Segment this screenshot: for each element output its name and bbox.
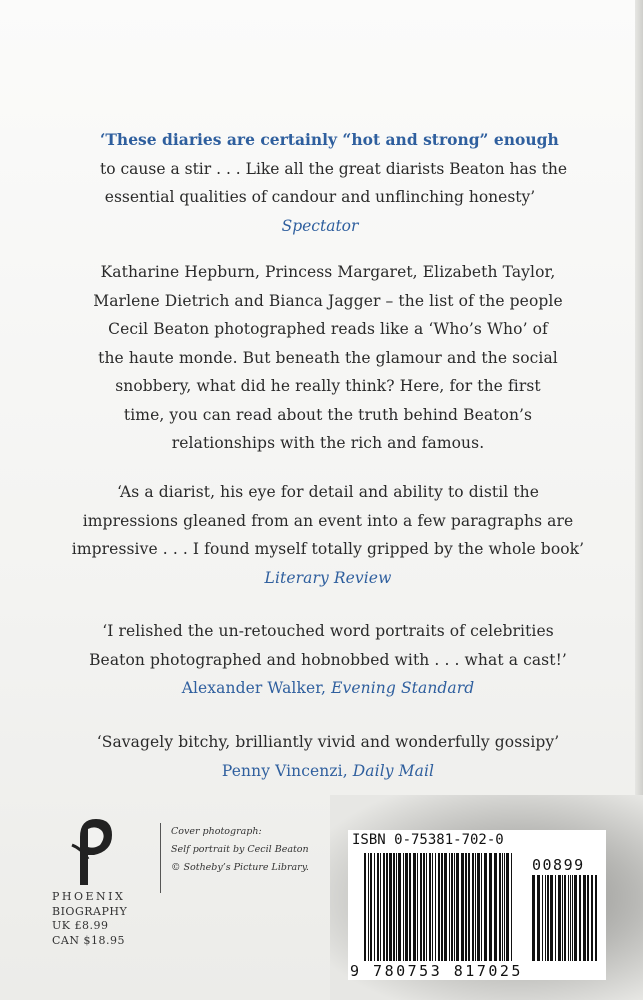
quote-line: ‘Savagely bitchy, brilliantly vivid and wonderfully gossipy’ [96,733,560,751]
quote-daily-mail [68,728,588,785]
barcode-bar [537,875,540,961]
blurb-line: relationships with the rich and famous. [171,434,485,452]
ean-barcode [364,853,514,961]
credit-line: Cover photograph: [171,826,262,837]
barcode-bar [426,853,427,961]
barcode-bar [494,853,497,961]
quote-source: Daily Mail [352,761,435,780]
ean-number: 9 780753 817025 [350,962,523,980]
quote-source: Literary Review [264,568,392,587]
price-code: 00899 [532,856,585,874]
quote-line: impressions gleaned from an event into a few paragraphs are [82,511,574,530]
barcode-bar [572,875,573,961]
barcode-bar [502,853,503,961]
barcode-bar [451,853,453,961]
quote-line: Beaton photographed and hobnobbed with . . . what a cast!’ [89,650,567,669]
quote-author: Penny Vincenzi, [221,761,348,780]
barcode-bar [374,853,375,961]
barcode-bar [587,875,589,961]
barcode-bar [504,853,505,961]
barcode-bar [558,875,561,961]
barcode-bar [435,853,436,961]
barcode-bar [383,853,385,961]
price-uk: UK £8.99 [52,919,109,932]
barcode-bar [409,853,411,961]
quote-line: ‘I relished the un-retouched word portraits of celebrities [102,622,554,640]
barcode-bar [489,853,492,961]
barcode-bar [389,853,392,961]
barcode-bar [441,853,443,961]
quote-source: Evening Standard [331,679,475,697]
price-can: CAN $18.95 [52,933,125,947]
quote-literary-review [68,478,588,592]
quote-spectator [100,126,568,240]
barcode-bar [499,853,501,961]
barcode-bar [468,853,470,961]
blurb-line: Marlene Dietrich and Bianca Jagger – the list of the people [93,291,563,310]
barcode-bar [545,875,546,961]
barcode-bar [456,853,459,961]
barcode-bar [542,875,543,961]
credit-line: © Sotheby’s Picture Library. [171,862,309,873]
barcode-bar [398,853,401,961]
credit-line: Self portrait by Cecil Beaton [171,844,309,855]
barcode-bar [550,875,553,961]
quote-line: essential qualities of candour and unflinching honesty’ [104,188,536,206]
barcode-bar [481,853,482,961]
barcode-bar [461,853,464,961]
barcode-bar [368,853,369,961]
barcode-bar [364,853,366,961]
imprint-block [52,890,127,948]
barcode-bar [568,875,569,961]
barcode-bar [377,853,379,961]
barcode-bar [475,853,476,961]
barcode-bar [423,853,425,961]
barcode-bar [564,875,566,961]
quote-line: ‘These diaries are certainly “hot and strong” enough [100,130,559,149]
barcode-bar [432,853,433,961]
blurb-line: Cecil Beaton photographed reads like a ‘Who’s Who’ of [108,320,548,338]
barcode-bar [574,875,577,961]
barcode-bar [465,853,467,961]
barcode-bar [386,853,388,961]
barcode-bar [579,875,581,961]
barcode-bar [413,853,416,961]
barcode-bar [429,853,431,961]
barcode-bar [477,853,480,961]
publisher-name: PHOENIX [52,890,126,903]
barcode-bar [396,853,397,961]
quote-line: ‘As a diarist, his eye for detail and ability to distil the [116,483,540,501]
barcode-bar [393,853,395,961]
barcode-bar [570,875,571,961]
barcode-bar [370,853,372,961]
barcode-bar [380,853,381,961]
price-barcode [532,875,600,961]
quote-line: to cause a stir . . . Like all the great diarists Beaton has the [100,159,568,178]
barcode-bar [405,853,408,961]
quote-line: impressive . . . I found myself totally gripped by the whole book’ [71,540,585,558]
barcode-bar [506,853,509,961]
quote-author: Alexander Walker, [181,679,327,697]
barcode-bar [417,853,418,961]
quote-attribution [68,757,588,786]
barcode-bar [595,875,597,961]
blurb-line: time, you can read about the truth behind Beaton’s [123,405,533,424]
barcode-bar [454,853,455,961]
barcode-bar [420,853,422,961]
barcode-bar [403,853,404,961]
barcode-bar [555,875,556,961]
barcode-bar [444,853,447,961]
barcode-bar [547,875,549,961]
barcode-bar [562,875,563,961]
barcode-bar [591,875,593,961]
blurb-line: the haute monde. But beneath the glamour and the social [98,348,558,367]
barcode-bar [484,853,487,961]
category-label: BIOGRAPHY [52,904,128,918]
quote-attribution [68,674,588,703]
book-blurb [68,258,588,458]
barcode-bar [532,875,535,961]
quote-source: Spectator [281,216,359,235]
barcode-bar [438,853,440,961]
barcode-bar [472,853,474,961]
blurb-line: Katharine Hepburn, Princess Margaret, Elizabeth Taylor, [100,263,556,281]
blurb-line: snobbery, what did he really think? Here, for the first [115,377,541,395]
quote-evening-standard [68,617,588,703]
barcode-bar [583,875,586,961]
barcode-bar [449,853,450,961]
isbn-text: ISBN 0-75381-702-0 [352,832,504,848]
phoenix-logo-icon [66,815,116,887]
barcode-bar [511,853,512,961]
cover-credit [160,823,351,893]
